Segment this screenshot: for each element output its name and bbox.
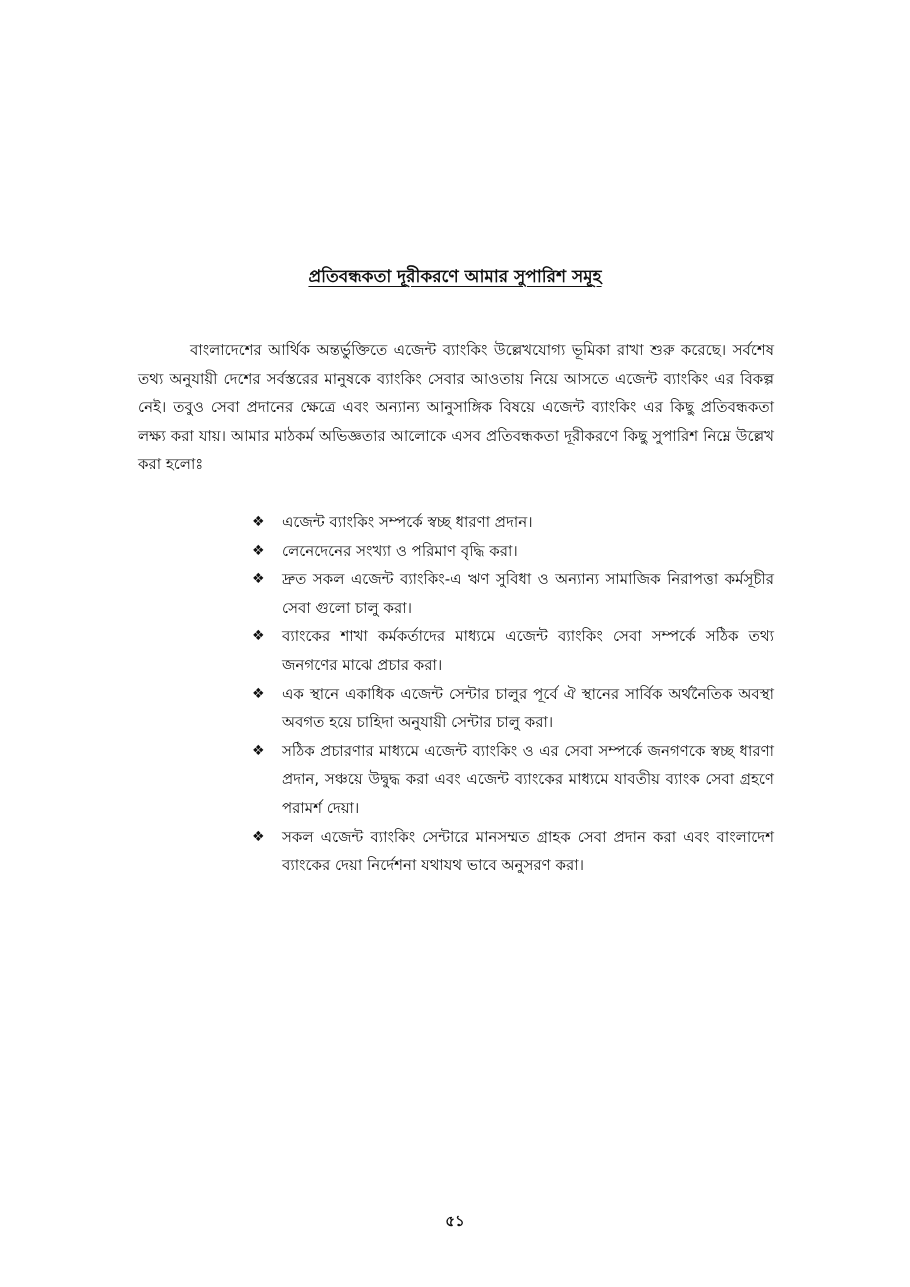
diamond-bullet-icon: ❖ (252, 514, 265, 530)
list-item-text: সকল এজেন্ট ব্যাংকিং সেন্টারে মানসম্মত গ্রাহক সেবা প্রদান করা এবং বাংলাদেশ ব্যাংকের দেয়া নির্দেশনা যথাযথ ভাবে অনুসরণ করা। (282, 827, 774, 875)
page-title (0, 264, 910, 290)
list-item-text: দ্রুত সকল এজেন্ট ব্যাংকিং-এ ঋণ সুবিধা ও অন্যান্য সামাজিক নিরাপত্তা কর্মসূচীর সেবা গুলো চালু করা। (282, 570, 774, 617)
list-item (252, 680, 774, 737)
diamond-bullet-icon: ❖ (252, 628, 265, 645)
diamond-bullet-icon: ❖ (252, 742, 265, 759)
list-item-text: এজেন্ট ব্যাংকিং সম্পর্কে স্বচ্ছ ধারণা প্রদান। (282, 513, 533, 531)
page-title-text: প্রতিবন্ধকতা দূরীকরণে আমার সুপারিশ সমূহ (308, 267, 602, 288)
diamond-bullet-icon: ❖ (252, 685, 265, 702)
list-item-text: এক স্থানে একাধিক এজেন্ট সেন্টার চালুর পূর্বে ঐ স্থানের সার্বিক অর্থনৈতিক অবস্থা অবগত হয়ে চাহিদা অনুযায়ী সেন্টার চালু করা। (282, 684, 774, 732)
intro-paragraph: বাংলাদেশের আর্থিক অন্তর্ভুক্তিতে এজেন্ট ব্যাংকিং উল্লেখযোগ্য ভূমিকা রাখা শুরু করেছে। সর্বশেষ তথ্য অনুযায়ী দেশের সর্বস্তরের মানুষকে ব্যাংকিং সেবার আওতায় নিয়ে আসতে এজেন্ট ব্যাংকিং এর বিকল্প নেই। তবুও সেবা প্রদানের ক্ষেত্রে এবং অন্যান্য আনুসাঙ্গিক বিষয়ে এজেন্ট ব্যাংকিং এর কিছু প্রতিবন্ধকতা লক্ষ্য করা যায়। আমার মাঠকর্ম অভিজ্ঞতার আলোকে এসব প্রতিবন্ধকতা দূরীকরণে কিছু সুপারিশ নিম্নে উল্লেখ করা হলোঃ (138, 341, 774, 474)
list-item (252, 537, 774, 566)
diamond-bullet-icon: ❖ (252, 571, 265, 588)
list-item-text: ব্যাংকের শাখা কর্মকর্তাদের মাধ্যমে এজেন্ট ব্যাংকিং সেবা সম্পর্কে সঠিক তথ্য জনগণের মাঝে প্রচার করা। (282, 627, 774, 674)
list-item-text: লেনেদেনের সংখ্যা ও পরিমাণ বৃদ্ধি করা। (282, 541, 518, 560)
list-item (252, 508, 774, 537)
page-number: ৫১ (445, 1212, 465, 1230)
list-item (252, 823, 774, 880)
diamond-bullet-icon: ❖ (252, 828, 265, 845)
list-item (252, 565, 774, 622)
list-item (252, 622, 774, 679)
list-item (252, 737, 774, 823)
list-item-text: সঠিক প্রচারণার মাধ্যমে এজেন্ট ব্যাংকিং ও এর সেবা সম্পর্কে জনগণকে স্বচ্ছ ধারণা প্রদান, সঞ্চয়ে উদ্বুদ্ধ করা এবং এজেন্ট ব্যাংকের মাধ্যমে যাবতীয় ব্যাংক সেবা গ্রহণে পরামর্শ দেয়া। (282, 741, 774, 817)
recommendation-list (252, 508, 774, 880)
diamond-bullet-icon: ❖ (252, 542, 265, 559)
